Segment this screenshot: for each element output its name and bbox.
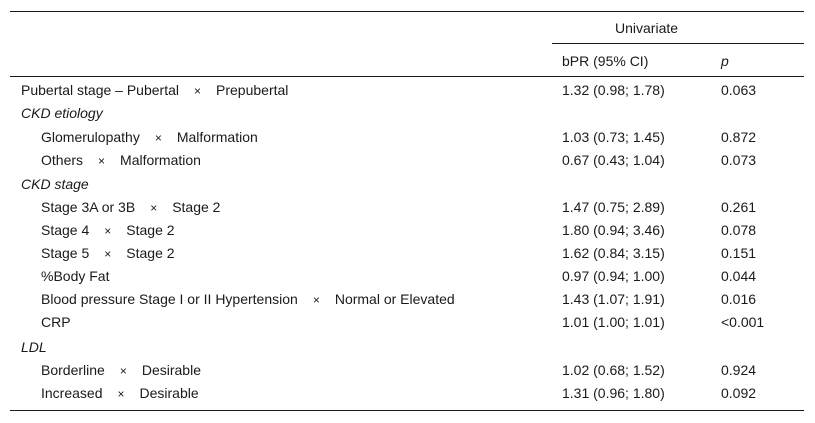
cell-p: 0.924 <box>721 362 757 378</box>
cell-p: 0.872 <box>721 129 757 145</box>
row-variable: Stage 4 <box>41 222 90 238</box>
times-symbol: × <box>312 293 320 307</box>
cell-p: 0.092 <box>721 385 757 401</box>
row-variable: Others <box>41 152 84 168</box>
row-label <box>41 198 220 217</box>
row-variable: Stage 3A or 3B <box>41 199 136 215</box>
cell-bpr: 1.03 (0.73; 1.45) <box>562 129 665 145</box>
times-symbol: × <box>104 247 112 261</box>
row-reference: Malformation <box>176 129 258 145</box>
cell-bpr: 1.02 (0.68; 1.52) <box>562 362 665 378</box>
section-label: CKD etiology <box>21 105 103 121</box>
row-variable: Glomerulopathy <box>41 129 140 145</box>
cell-p: 0.261 <box>721 199 757 215</box>
row-reference: Desirable <box>141 362 201 378</box>
cell-p: 0.078 <box>721 222 757 238</box>
row-variable: Blood pressure Stage I or II Hypertension <box>41 291 298 307</box>
cell-bpr: 1.31 (0.96; 1.80) <box>562 385 665 401</box>
row-variable: CRP <box>41 314 71 330</box>
row-reference: Stage 2 <box>126 222 175 238</box>
row-label <box>21 81 288 100</box>
cell-bpr: 1.32 (0.98; 1.78) <box>562 82 665 98</box>
section-label: CKD stage <box>21 176 89 192</box>
cell-bpr: 1.80 (0.94; 3.46) <box>562 222 665 238</box>
cell-bpr: 1.01 (1.00; 1.01) <box>562 314 665 330</box>
cell-p: 0.063 <box>721 82 757 98</box>
row-label <box>41 244 175 263</box>
header-rule <box>10 76 804 77</box>
row-label <box>41 361 201 380</box>
times-symbol: × <box>150 201 158 215</box>
column-header-bpr: bPR (95% CI) <box>562 53 649 69</box>
group-header-univariate: Univariate <box>615 20 679 36</box>
cell-bpr: 0.67 (0.43; 1.04) <box>562 152 665 168</box>
cell-p: 0.073 <box>721 152 757 168</box>
cell-p: 0.016 <box>721 291 757 307</box>
row-reference: Desirable <box>139 385 199 401</box>
row-reference: Malformation <box>120 152 201 168</box>
row-label <box>41 267 109 285</box>
group-header-rule <box>552 43 804 44</box>
cell-bpr: 1.62 (0.84; 3.15) <box>562 245 665 261</box>
times-symbol: × <box>194 84 202 98</box>
times-symbol: × <box>154 131 162 145</box>
row-label <box>41 313 71 331</box>
row-reference: Normal or Elevated <box>334 291 455 307</box>
row-reference: Stage 2 <box>126 245 175 261</box>
times-symbol: × <box>117 387 125 401</box>
row-reference: Stage 2 <box>172 199 221 215</box>
row-variable: Increased <box>41 385 103 401</box>
row-label <box>41 221 175 240</box>
cell-p: <0.001 <box>721 314 765 330</box>
times-symbol: × <box>98 154 106 168</box>
section-label: LDL <box>21 339 47 355</box>
cell-p: 0.044 <box>721 268 757 284</box>
row-variable: Pubertal stage – Pubertal <box>21 82 179 98</box>
top-rule <box>10 11 804 12</box>
cell-bpr: 0.97 (0.94; 1.00) <box>562 268 665 284</box>
row-label <box>41 151 201 170</box>
row-reference: Prepubertal <box>216 82 289 98</box>
bottom-rule <box>10 410 804 411</box>
row-variable: Stage 5 <box>41 245 90 261</box>
row-label <box>41 290 455 309</box>
times-symbol: × <box>104 224 112 238</box>
cell-bpr: 1.47 (0.75; 2.89) <box>562 199 665 215</box>
row-variable: %Body Fat <box>41 268 110 284</box>
times-symbol: × <box>119 364 127 378</box>
row-label <box>41 384 199 403</box>
cell-bpr: 1.43 (1.07; 1.91) <box>562 291 665 307</box>
row-label <box>41 128 258 147</box>
cell-p: 0.151 <box>721 245 757 261</box>
column-header-p: p <box>721 53 729 69</box>
row-variable: Borderline <box>41 362 105 378</box>
